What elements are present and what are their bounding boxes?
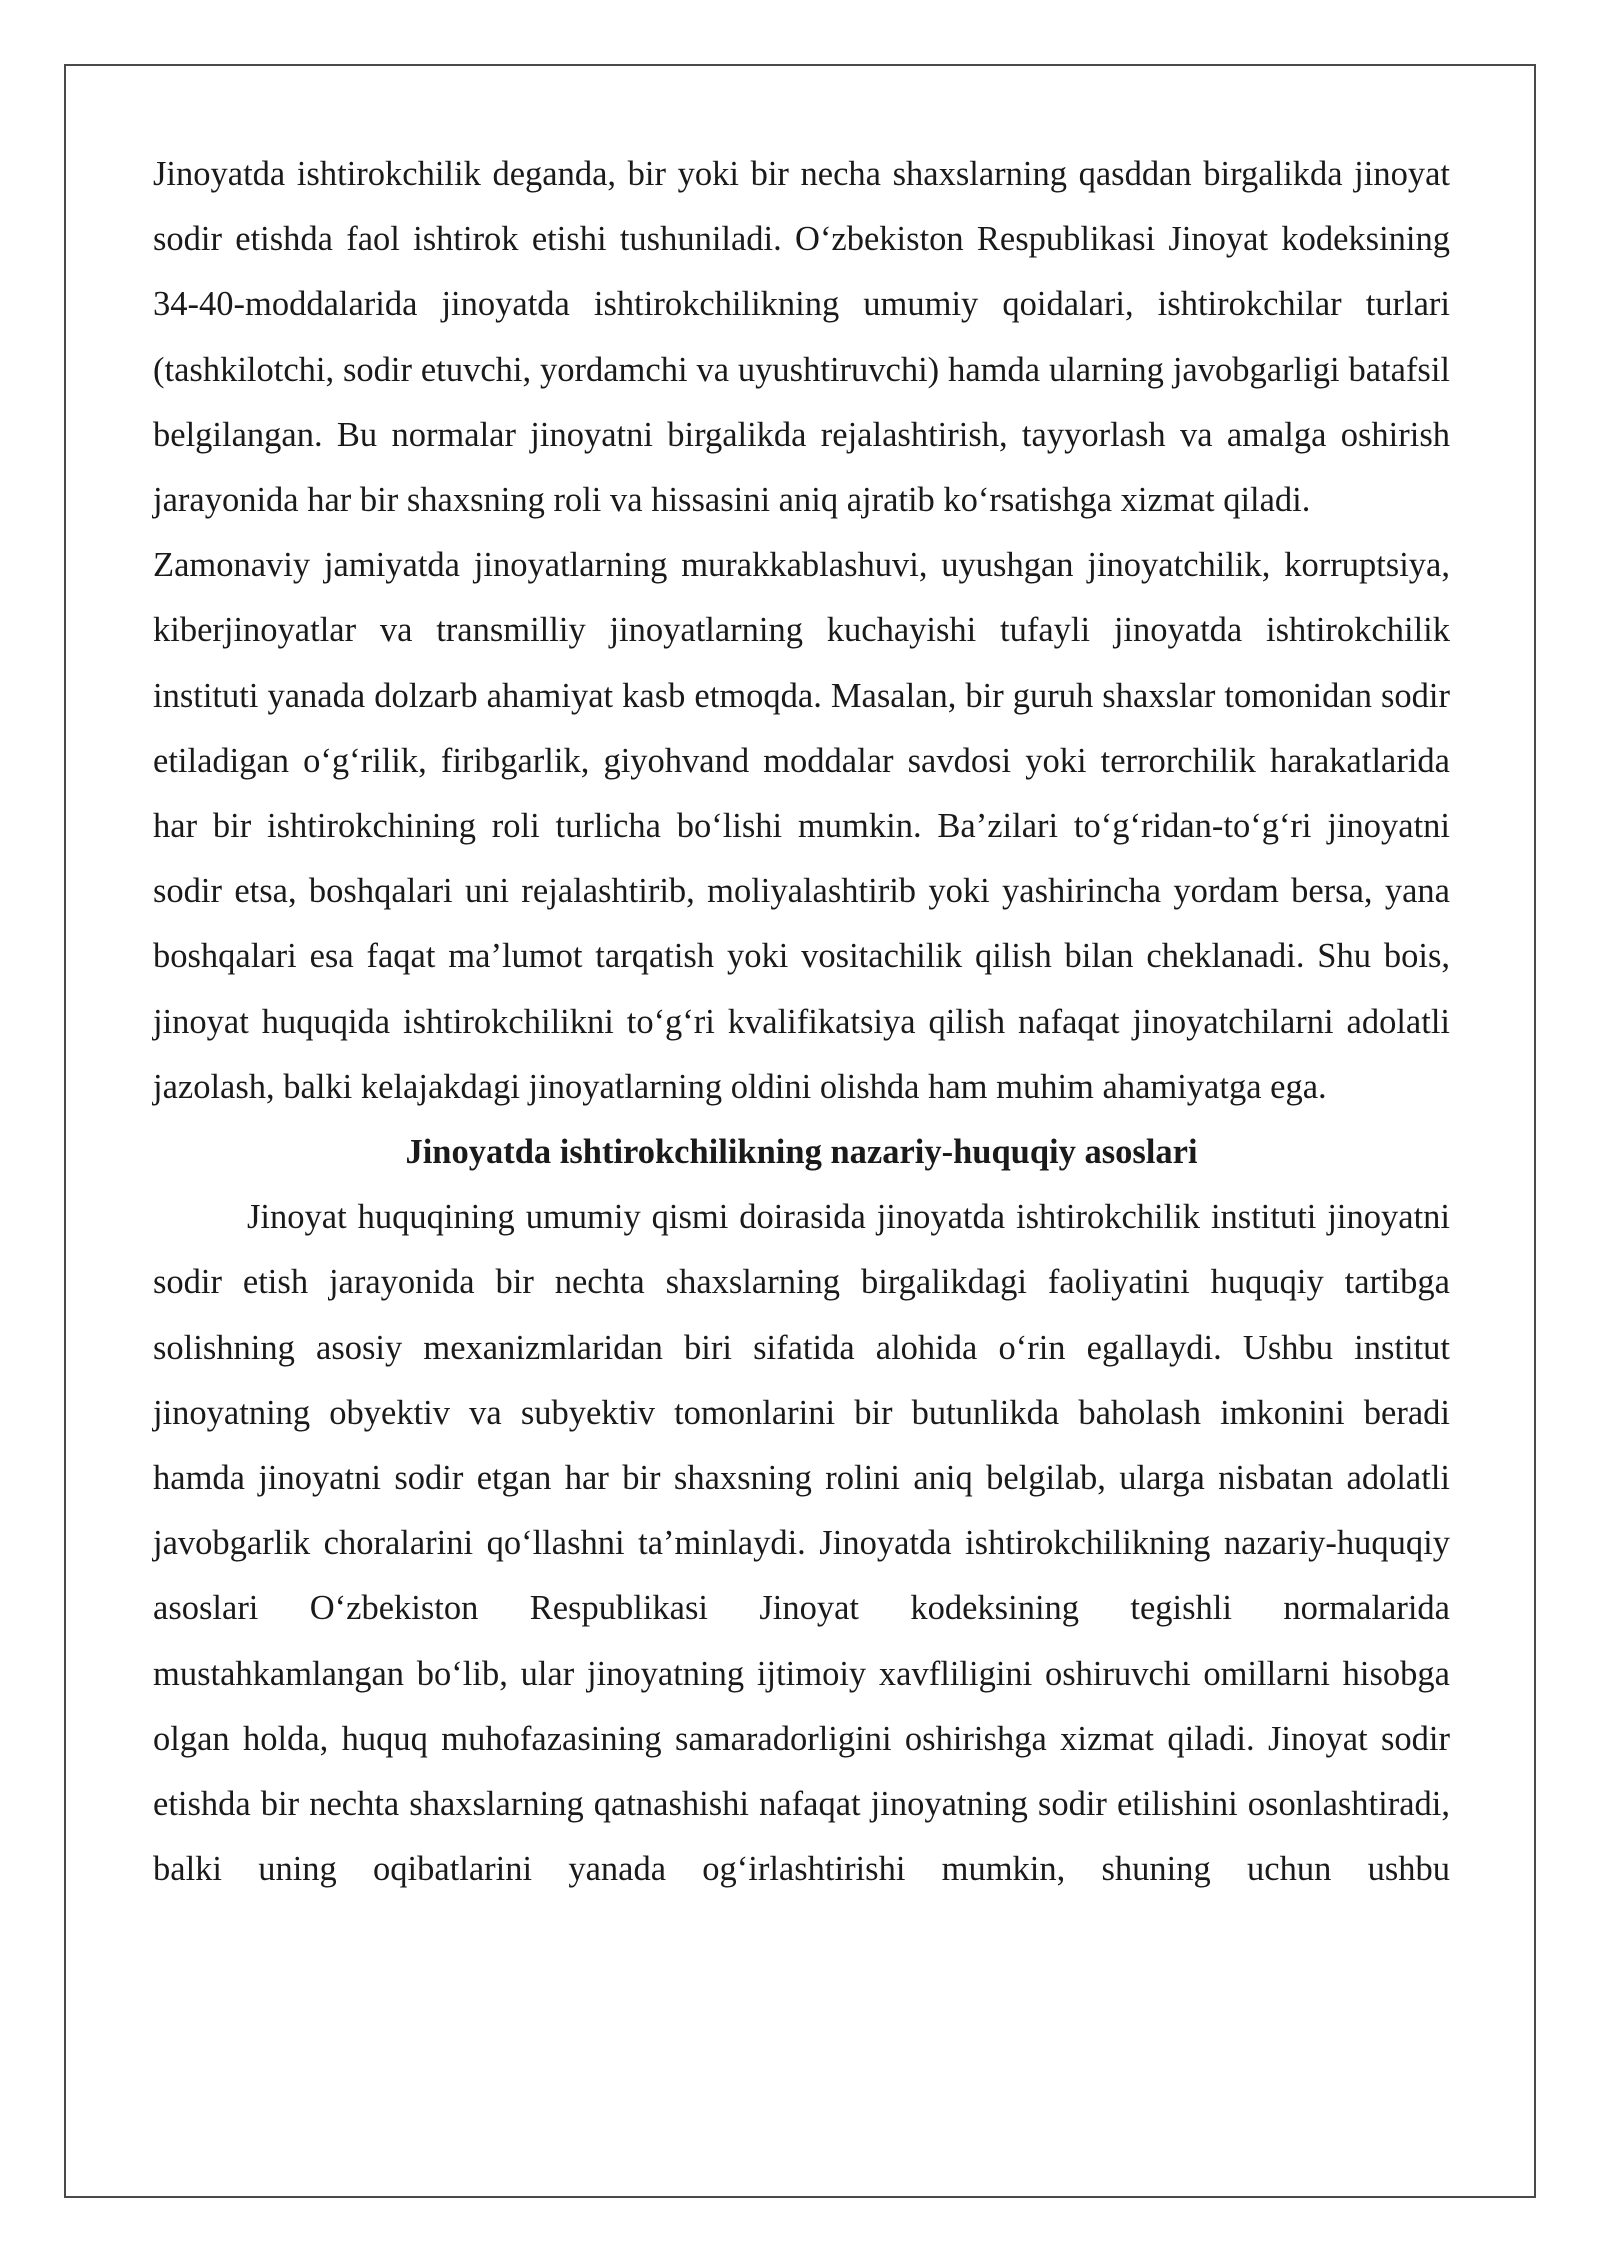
document-body [153, 142, 1450, 1902]
paragraph-definition: Jinoyatda ishtirokchilik deganda, bir yoki bir necha shaxslarning qasddan birgalikda jinoyat sodir etishda faol ishtirok etishi tushuniladi. O‘zbekiston Respublikasi Jinoyat kodeksining 34-40-moddalarida jinoyatda ishtirokchilikning umumiy qoidalari, ishtirokchilar turlari (tashkilotchi, sodir etuvchi, yordamchi va uyushtiruvchi) hamda ularning javobgarligi batafsil belgilangan. Bu normalar jinoyatni birgalikda rejalashtirish, tayyorlash va amalga oshirish jarayonida har bir shaxsning roli va hissasini aniq ajratib ko‘rsatishga xizmat qiladi. [153, 155, 1450, 520]
section-heading: Jinoyatda ishtirokchilikning nazariy-huquqiy asoslari [405, 1133, 1198, 1172]
paragraph-modern-society: Zamonaviy jamiyatda jinoyatlarning murakkablashuvi, uyushgan jinoyatchilik, korruptsiya, kiberjinoyatlar va transmilliy jinoyatlarning kuchayishi tufayli jinoyatda ishtirokchilik instituti yanada dolzarb ahamiyat kasb etmoqda. Masalan, bir guruh shaxslar tomonidan sodir etiladigan o‘g‘rilik, firibgarlik, giyohvand moddalar savdosi yoki terrorchilik harakatlarida har bir ishtirokchining roli turlicha bo‘lishi mumkin. Ba’zilari to‘g‘ridan-to‘g‘ri jinoyatni sodir etsa, boshqalari uni rejalashtirib, moliyalashtirib yoki yashirincha yordam bersa, yana boshqalari esa faqat ma’lumot tarqatish yoki vositachilik qilish bilan cheklanadi. Shu bois, jinoyat huquqida ishtirokchilikni to‘g‘ri kvalifikatsiya qilish nafaqat jinoyatchilarni adolatli jazolash, balki kelajakdagi jinoyatlarning oldini olishda ham muhim ahamiyatga ega. [153, 546, 1450, 1106]
paragraph-theoretical-basis: Jinoyat huquqining umumiy qismi doirasida jinoyatda ishtirokchilik instituti jinoyatni sodir etish jarayonida bir nechta shaxslarning birgalikdagi faoliyatini huquqiy tartibga solishning asosiy mexanizmlaridan biri sifatida alohida o‘rin egallaydi. Ushbu institut jinoyatning obyektiv va subyektiv tomonlarini bir butunlikda baholash imkonini beradi hamda jinoyatni sodir etgan har bir shaxsning rolini aniq belgilab, ularga nisbatan adolatli javobgarlik choralarini qo‘llashni ta’minlaydi. Jinoyatda ishtirokchilikning nazariy-huquqiy asoslari O‘zbekiston Respublikasi Jinoyat kodeksining tegishli normalarida mustahkamlangan bo‘lib, ular jinoyatning ijtimoiy xavfliligini oshiruvchi omillarni hisobga olgan holda, huquq muhofazasining samaradorligini oshirishga xizmat qiladi. Jinoyat sodir etishda bir nechta shaxslarning qatnashishi nafaqat jinoyatning sodir etilishini osonlashtiradi, balki uning oqibatlarini yanada og‘irlashtirishi mumkin, shuning uchun ushbu [153, 1198, 1450, 1889]
